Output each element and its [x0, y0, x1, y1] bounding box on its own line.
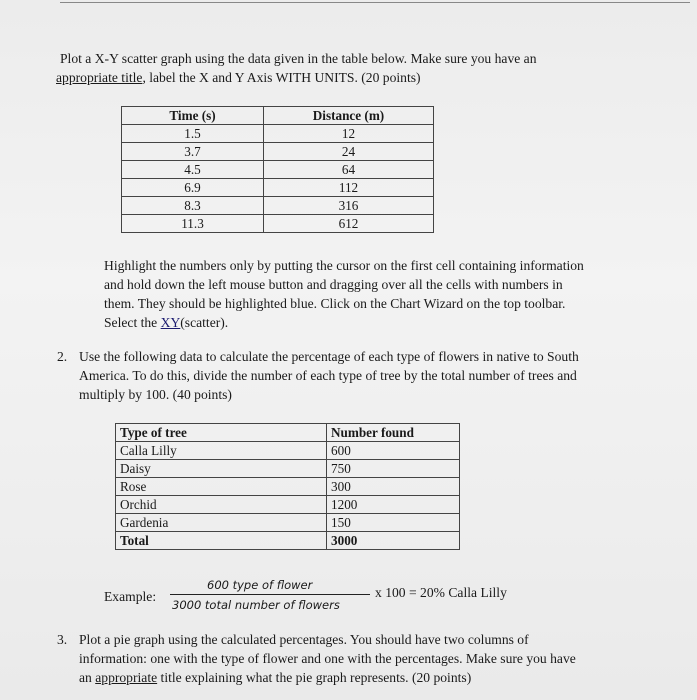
q1-intro-line2	[56, 69, 676, 87]
top-divider	[60, 2, 690, 3]
distance-cell: 64	[264, 161, 434, 179]
type-cell: Gardenia	[116, 514, 327, 532]
distance-cell: 112	[264, 179, 434, 197]
q1-instruction-line4	[104, 314, 689, 332]
table-row	[122, 161, 434, 179]
q2-number: 2.	[57, 349, 68, 364]
q3-line3	[79, 669, 689, 687]
table-row	[122, 179, 434, 197]
q3-line3-underline: appropriate	[95, 670, 158, 685]
table-row	[116, 460, 460, 478]
flower-table	[115, 423, 460, 550]
table-row	[122, 197, 434, 215]
q1-instruction-line1: Highlight the numbers only by putting the cursor on the first cell containing information	[104, 258, 584, 273]
example-result: x 100 = 20% Calla Lilly	[375, 585, 507, 600]
table-row	[122, 143, 434, 161]
type-cell: Daisy	[116, 460, 327, 478]
time-distance-table	[121, 106, 434, 233]
count-cell: 150	[327, 514, 460, 532]
instruction-prefix: Select the	[104, 315, 161, 330]
count-cell: 600	[327, 442, 460, 460]
header-type: Type of tree	[116, 424, 327, 442]
q1-instruction-line3: them. They should be highlighted blue. Click on the Chart Wizard on the top toolbar.	[104, 296, 566, 311]
q3-line3-prefix: an	[79, 670, 96, 685]
table-row	[116, 442, 460, 460]
fraction-bar	[170, 594, 370, 595]
header-time: Time (s)	[122, 107, 264, 125]
distance-cell: 24	[264, 143, 434, 161]
instruction-suffix: (scatter).	[180, 315, 229, 330]
table-row	[122, 215, 434, 233]
q3-line3-suffix: title explaining what the pie graph represents. (20 points)	[157, 670, 472, 685]
total-value: 3000	[327, 532, 460, 550]
q1-intro-suffix: , label the X and Y Axis WITH UNITS. (20 points)	[142, 70, 421, 85]
time-cell: 11.3	[122, 215, 264, 233]
q3-number: 3.	[57, 632, 68, 647]
q3-line1: Plot a pie graph using the calculated percentages. You should have two columns of	[79, 632, 529, 647]
table-row	[122, 125, 434, 143]
fraction-denominator: 3000 total number of flowers	[172, 598, 340, 612]
total-label: Total	[116, 532, 327, 550]
table-header-row	[122, 107, 434, 125]
q2-line3: multiply by 100. (40 points)	[79, 387, 232, 402]
header-distance: Distance (m)	[264, 107, 434, 125]
distance-cell: 612	[264, 215, 434, 233]
time-cell: 4.5	[122, 161, 264, 179]
q1-intro-text: Plot a X-Y scatter graph using the data given in the table below. Make sure you have an	[60, 51, 537, 66]
q2-line2: America. To do this, divide the number of each type of tree by the total number of trees and	[79, 368, 577, 383]
distance-cell: 316	[264, 197, 434, 215]
count-cell: 300	[327, 478, 460, 496]
xy-link[interactable]: XY	[160, 315, 181, 330]
table-row	[116, 496, 460, 514]
time-cell: 1.5	[122, 125, 264, 143]
q1-intro-underline: appropriate title	[56, 70, 143, 85]
type-cell: Orchid	[116, 496, 327, 514]
count-cell: 1200	[327, 496, 460, 514]
q3-line2: information: one with the type of flower and one with the percentages. Make sure you have	[79, 651, 576, 666]
count-cell: 750	[327, 460, 460, 478]
type-cell: Rose	[116, 478, 327, 496]
time-cell: 3.7	[122, 143, 264, 161]
q2-line1: Use the following data to calculate the percentage of each type of flowers in native to South	[79, 349, 579, 364]
time-cell: 6.9	[122, 179, 264, 197]
table-header-row	[116, 424, 460, 442]
type-cell: Calla Lilly	[116, 442, 327, 460]
table-row	[116, 478, 460, 496]
distance-cell: 12	[264, 125, 434, 143]
header-number: Number found	[327, 424, 460, 442]
total-row	[116, 532, 460, 550]
q1-instruction-line2: and hold down the left mouse button and dragging over all the cells with numbers in	[104, 277, 563, 292]
time-cell: 8.3	[122, 197, 264, 215]
table-row	[116, 514, 460, 532]
q1-intro-line1	[60, 50, 680, 68]
example-label: Example:	[104, 589, 157, 604]
fraction-numerator: 600 type of flower	[207, 578, 313, 592]
